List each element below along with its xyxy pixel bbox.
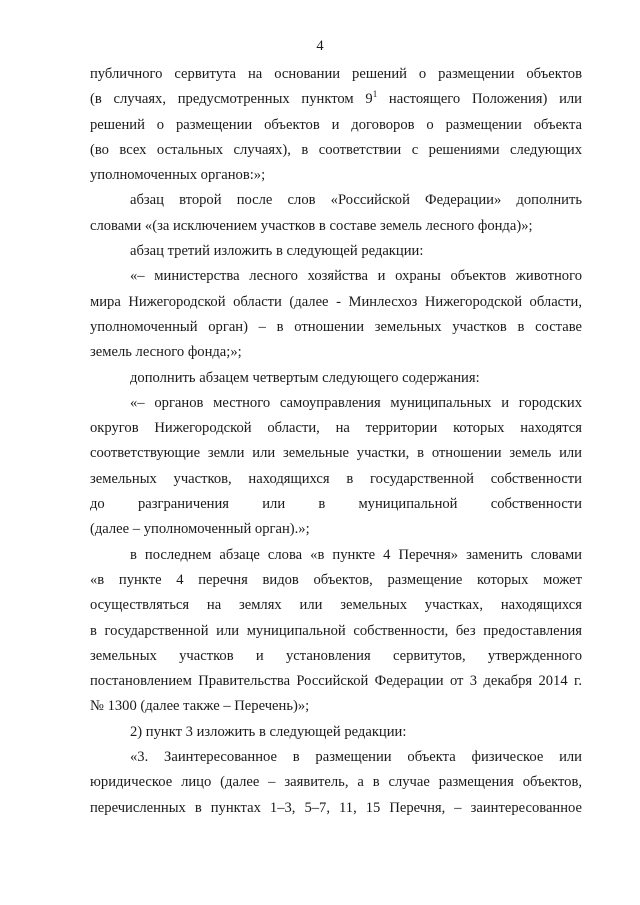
text-line: в последнем абзаце слова «в пункте 4 Перечня» заменить словами	[130, 546, 582, 563]
text-line: округов Нижегородской области, на территории которых находятся	[90, 420, 582, 437]
text-line: до разграничения или в муниципальной собственности	[90, 496, 582, 513]
text-line: земельных участков, находящихся в государственной собственности	[90, 470, 582, 487]
text-segment: (в случаях, предусмотренных пунктом 9	[90, 91, 373, 108]
text-line	[90, 87, 582, 112]
text-line: осуществляться на землях или земельных участках, находящихся	[90, 597, 582, 614]
text-segment: настоящего Положения) или	[377, 91, 582, 108]
text-line: постановлением Правительства Российской Федерации от 3 декабря 2014 г.	[90, 673, 582, 690]
text-line: дополнить абзацем четвертым следующего содержания:	[130, 369, 480, 386]
text-line: юридическое лицо (далее – заявитель, а в случае размещения объектов,	[90, 774, 582, 791]
text-line: мира Нижегородской области (далее - Минлесхоз Нижегородской области,	[90, 293, 582, 310]
text-line: земельных участков и установления сервитутов, утвержденного	[90, 647, 582, 664]
text-line: (далее – уполномоченный орган).»;	[90, 521, 310, 538]
text-line: соответствующие земли или земельные участки, в отношении земель или	[90, 445, 582, 462]
text-line: «– министерства лесного хозяйства и охраны объектов животного	[130, 268, 582, 285]
text-line: решений о размещении объектов и договоров о размещении объекта	[90, 116, 582, 133]
text-line: уполномоченный орган) – в отношении земельных участков в составе	[90, 318, 582, 335]
page-number: 4	[316, 38, 324, 54]
text-line: в государственной или муниципальной собственности, без предоставления	[90, 622, 582, 639]
text-line: публичного сервитута на основании решений о размещении объектов	[90, 66, 582, 82]
text-line: «– органов местного самоуправления муниципальных и городских	[130, 394, 582, 411]
superscript: 1	[372, 89, 378, 100]
text-line: земель лесного фонда;»;	[90, 344, 242, 361]
text-line: абзац третий изложить в следующей редакции:	[130, 243, 424, 260]
text-line: абзац второй после слов «Российской Федерации» дополнить	[130, 192, 582, 209]
text-line: № 1300 (далее также – Перечень)»;	[90, 698, 310, 715]
text-line: перечисленных в пунктах 1–3, 5–7, 11, 15 Перечня, – заинтересованное	[90, 799, 582, 816]
text-line: словами «(за исключением участков в составе земель лесного фонда)»;	[90, 217, 533, 234]
text-line: «в пункте 4 перечня видов объектов, размещение которых может	[90, 571, 582, 588]
document-body	[90, 62, 582, 821]
text-line: «3. Заинтересованное в размещении объекта физическое или	[130, 749, 582, 766]
text-line: 2) пункт 3 изложить в следующей редакции:	[130, 723, 407, 740]
text-line: уполномоченных органов:»;	[90, 167, 266, 184]
text-line: (во всех остальных случаях), в соответствии с решениями следующих	[90, 141, 582, 158]
